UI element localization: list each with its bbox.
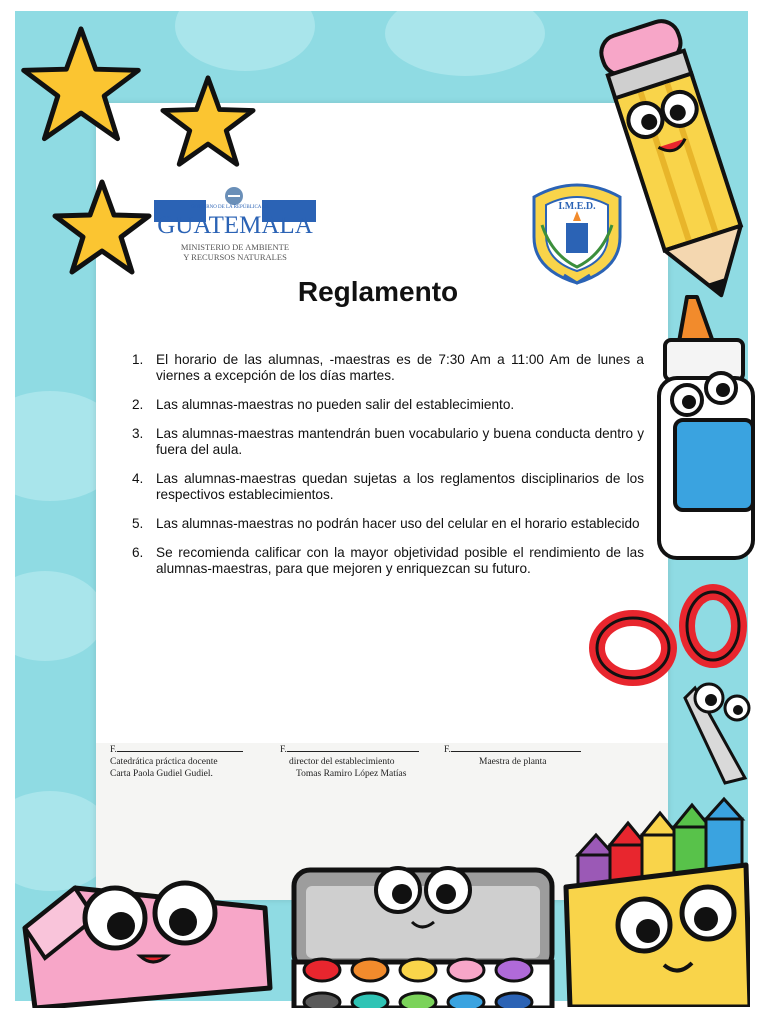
signature-block-3 <box>444 742 581 768</box>
signature-name: Tomas Ramiro López Matías <box>296 769 407 779</box>
list-item-number: 4. <box>132 471 144 486</box>
imed-school-logo <box>522 175 632 290</box>
list-item-text: Las alumnas-maestras mantendrán buen vocabulario y buena conducta dentro y fuera del aula. <box>156 426 644 457</box>
list-item-number: 2. <box>132 397 144 412</box>
signature-block-1 <box>110 742 243 780</box>
signature-name: Carta Paola Gudiel Gudiel. <box>110 769 213 779</box>
logo-main-text: GUATEMALA <box>157 212 313 239</box>
signature-prefix: F. <box>280 745 287 755</box>
list-item <box>126 471 644 503</box>
logo-top-text: GOBIERNO DE LA REPÚBLICA DE <box>190 205 270 210</box>
list-item-number: 6. <box>132 545 144 560</box>
list-item <box>126 397 644 413</box>
logo-line1: MINISTERIO DE AMBIENTE <box>180 242 290 252</box>
list-item <box>126 352 644 384</box>
signature-line <box>117 742 243 752</box>
logo-line2: Y RECURSOS NATURALES <box>183 252 287 262</box>
list-item-text: Las alumnas-maestras no podrán hacer uso del celular en el horario establecido <box>156 516 640 531</box>
signature-prefix: F. <box>444 745 451 755</box>
signature-role: Maestra de planta <box>479 757 547 767</box>
signature-role: Catedrática práctica docente <box>110 757 218 767</box>
list-item-text: Las alumnas-maestras quedan sujetas a los reglamentos disciplinarios de los respectivos establecimientos. <box>156 471 644 502</box>
imed-text: I.M.E.D. <box>558 201 596 212</box>
list-item <box>126 545 644 577</box>
list-item-text: El horario de las alumnas, -maestras es de 7:30 Am a 11:00 Am de lunes a viernes a excepción de los días martes. <box>156 352 644 383</box>
rules-list <box>126 352 644 590</box>
list-item <box>126 426 644 458</box>
list-item <box>126 516 644 532</box>
list-item-number: 5. <box>132 516 144 531</box>
signature-line <box>287 742 419 752</box>
signature-line <box>451 742 581 752</box>
signature-prefix: F. <box>110 745 117 755</box>
list-item-number: 3. <box>132 426 144 441</box>
signature-block-2 <box>280 742 419 780</box>
list-item-text: Las alumnas-maestras no pueden salir del establecimiento. <box>156 397 515 412</box>
page-title: Reglamento <box>297 276 459 307</box>
signature-role: director del establecimiento <box>289 757 395 767</box>
guatemala-ministry-logo <box>150 186 320 268</box>
list-item-number: 1. <box>132 352 144 367</box>
list-item-text: Se recomienda calificar con la mayor objetividad posible el rendimiento de las alumnas-maestras, para que mejoren y enriquezcan su futuro. <box>156 545 644 576</box>
